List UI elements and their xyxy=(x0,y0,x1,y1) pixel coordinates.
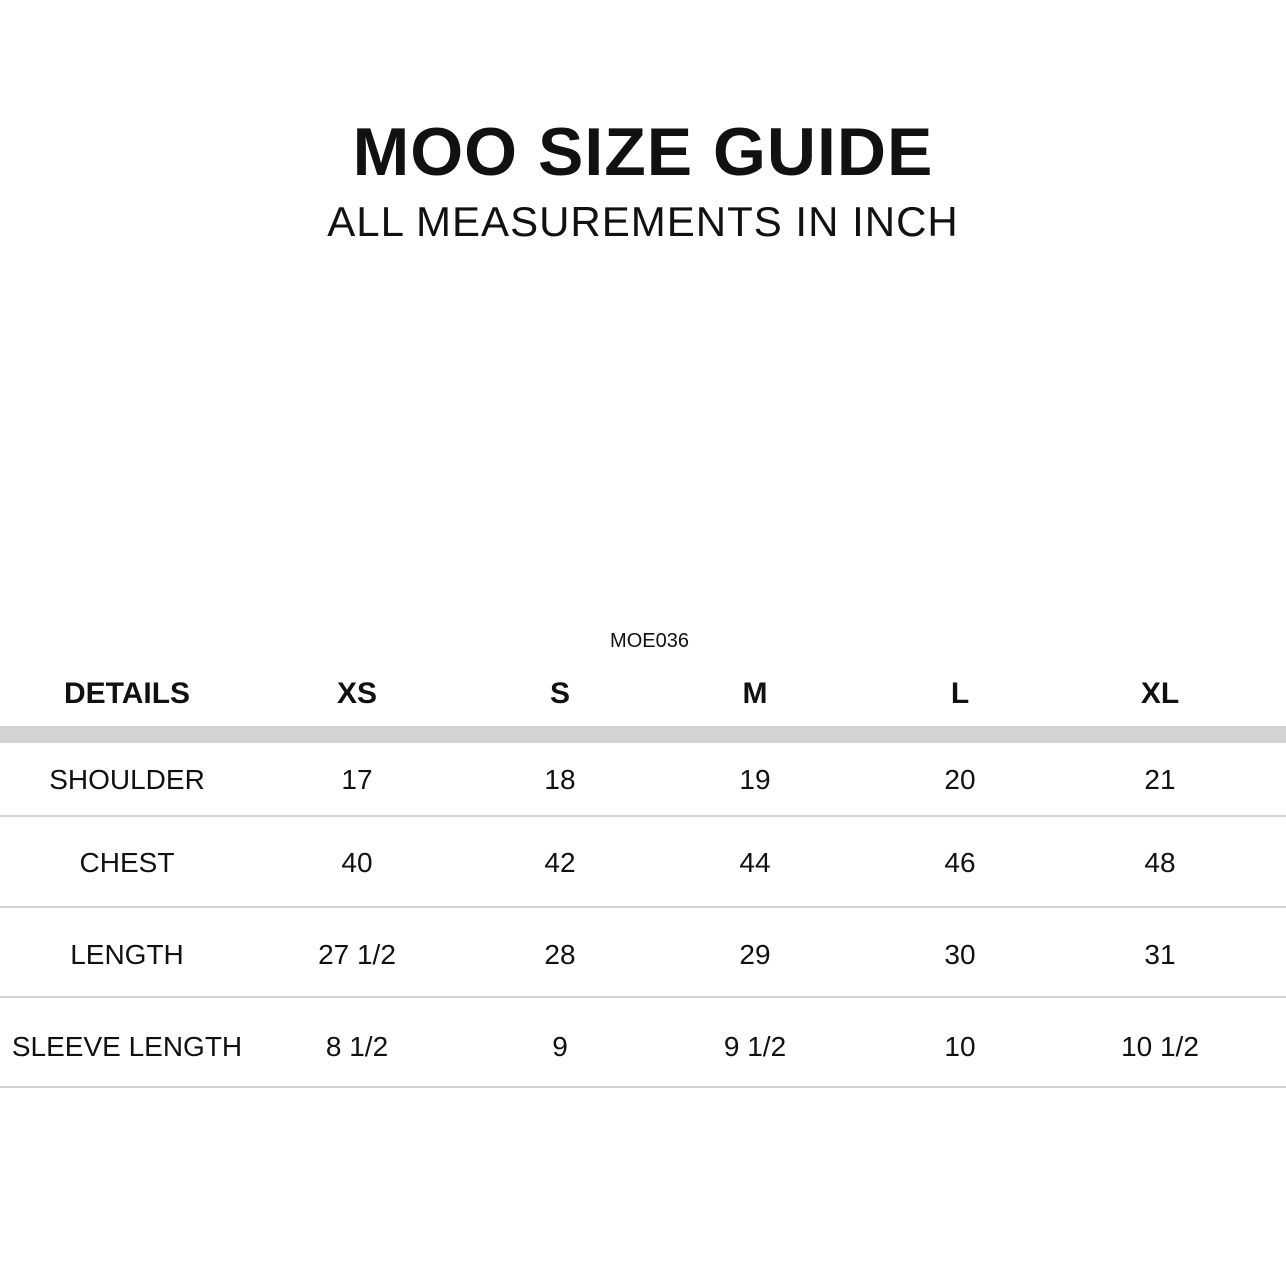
table-cell: 18 xyxy=(544,764,576,795)
row-divider xyxy=(0,906,1286,908)
table-header-row xyxy=(0,668,1286,720)
table-cell: 20 xyxy=(944,764,976,795)
row-divider xyxy=(0,815,1286,817)
table-cell: 46 xyxy=(944,847,976,878)
row-label-sleeve-length: SLEEVE LENGTH xyxy=(11,1031,243,1062)
table-cell: 8 1/2 xyxy=(325,1031,389,1062)
table-cell: 21 xyxy=(1144,764,1176,795)
header-divider-bar xyxy=(0,726,1286,743)
page-subtitle: ALL MEASUREMENTS IN INCH xyxy=(327,198,959,245)
table-row xyxy=(0,1019,1286,1075)
row-divider xyxy=(0,996,1286,998)
table-cell: 30 xyxy=(944,939,976,970)
table-cell: 40 xyxy=(341,847,373,878)
table-cell: 17 xyxy=(341,764,373,795)
column-header-l: L xyxy=(950,677,970,710)
column-header-s: S xyxy=(549,677,570,710)
column-header-xl: XL xyxy=(1140,677,1180,710)
table-cell: 27 1/2 xyxy=(318,939,396,970)
row-label-length: LENGTH xyxy=(70,939,184,970)
product-code: MOE036 xyxy=(610,630,689,652)
column-header-xs: XS xyxy=(336,677,378,710)
row-divider xyxy=(0,1086,1286,1088)
page-title: MOO SIZE GUIDE xyxy=(352,114,934,190)
row-label-chest: CHEST xyxy=(79,847,175,878)
table-cell: 44 xyxy=(739,847,771,878)
table-cell: 28 xyxy=(544,939,576,970)
table-row xyxy=(0,927,1286,983)
table-cell: 19 xyxy=(739,764,771,795)
table-cell: 48 xyxy=(1144,847,1176,878)
table-cell: 9 1/2 xyxy=(723,1031,787,1062)
column-header-details: DETAILS xyxy=(63,677,191,710)
table-cell: 10 1/2 xyxy=(1121,1031,1199,1062)
column-header-m: M xyxy=(742,677,768,710)
table-cell: 10 xyxy=(944,1031,976,1062)
table-cell: 42 xyxy=(544,847,576,878)
table-row xyxy=(0,835,1286,891)
table-cell: 29 xyxy=(739,939,771,970)
table-cell: 31 xyxy=(1144,939,1176,970)
table-row xyxy=(0,752,1286,808)
table-cell: 9 xyxy=(552,1031,568,1062)
row-label-shoulder: SHOULDER xyxy=(49,764,205,795)
